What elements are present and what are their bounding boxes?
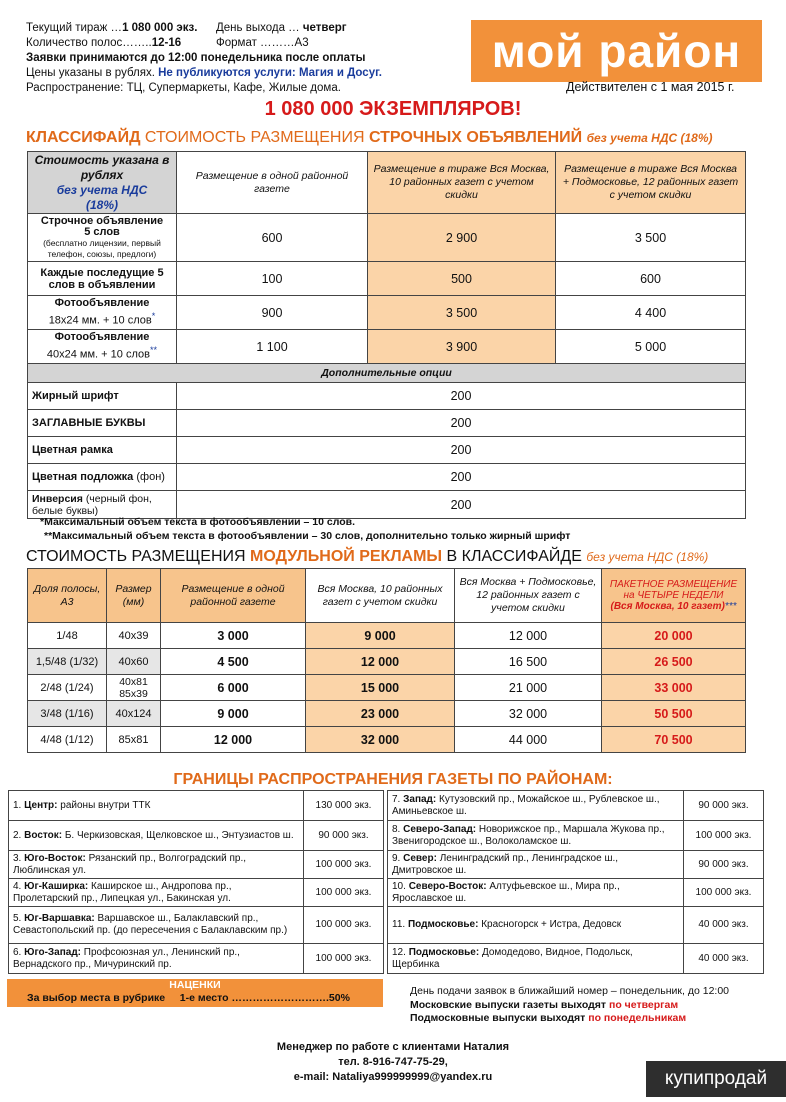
- table-row: 4/48 (1/12) 85х81 12 000 32 000 44 000 70 500: [28, 727, 746, 753]
- districts-title: ГРАНИЦЫ РАСПРОСТРАНЕНИЯ ГАЗЕТЫ ПО РАЙОНАМ:: [173, 771, 613, 788]
- table-row: 3. Юго-Восток: Рязанский пр., Волгоградский пр., Люблинская ул. 100 000 экз.: [9, 851, 384, 879]
- option-row: Инверсия (черный фон, белые буквы) 200: [28, 491, 746, 519]
- table-row: Фотообъявление 18х24 мм. + 10 слов* 900 3 500 4 400: [28, 296, 746, 330]
- districts-right-table: [387, 790, 764, 974]
- col-header-one-district: Размещение в одной районной газете: [177, 152, 368, 214]
- table-row: 1. Центр: районы внутри ТТК 130 000 экз.: [9, 791, 384, 821]
- footnote-1: *Максимальный объем текста в фотообъявлении – 10 слов.: [40, 516, 356, 528]
- table-row: 6. Юго-Запад: Профсоюзная ул., Ленинский пр., Вернадского пр., Мичуринский пр. 100 000 экз.: [9, 944, 384, 974]
- header-pages: Количество полос……..12-16: [26, 37, 182, 49]
- header-circulation: Текущий тираж …1 080 000 экз.: [26, 22, 198, 34]
- markup-title: НАЦЕНКИ: [169, 979, 221, 991]
- col-header-all-moscow: Вся Москва, 10 районных газет с учетом скидки: [306, 569, 455, 623]
- logo: мой район: [471, 20, 762, 82]
- table-row: 1,5/48 (1/32) 40х60 4 500 12 000 16 500 26 500: [28, 649, 746, 675]
- table-row: 1/48 40х39 3 000 9 000 12 000 20 000: [28, 623, 746, 649]
- table-row: 11. Подмосковье: Красногорск + Истра, Дедовск 40 000 экз.: [388, 907, 764, 944]
- col-header-size: Размер (мм): [107, 569, 161, 623]
- watermark: купипродай: [646, 1061, 786, 1097]
- classified-table: [27, 151, 746, 519]
- copies-banner: 1 080 000 ЭКЗЕМПЛЯРОВ!: [264, 98, 522, 120]
- col-header-one-district: Размещение в одной районной газете: [161, 569, 306, 623]
- options-title: Дополнительные опции: [28, 364, 746, 383]
- deadline-line-3: Подмосковные выпуски выходят по понедельникам: [410, 1012, 687, 1024]
- header-prices-note: Цены указаны в рублях. Не публикуются услуги: Магия и Досуг.: [26, 67, 382, 79]
- contact-phone: тел. 8-916-747-75-29,: [338, 1056, 448, 1068]
- option-row: Жирный шрифт 200: [28, 383, 746, 410]
- corner-cell: Стоимость указана в рублях без учета НДС (18%): [28, 152, 177, 214]
- contact-email[interactable]: e-mail: Nataliya999999999@yandex.ru: [293, 1071, 493, 1083]
- header-distribution: Распространение: ТЦ, Супермаркеты, Кафе, Жилые дома.: [26, 82, 341, 94]
- col-header-package: ПАКЕТНОЕ РАЗМЕЩЕНИЕ на ЧЕТЫРЕ НЕДЕЛИ (Вся Москва, 10 газет)***: [602, 569, 746, 623]
- table-row: 5. Юг-Варшавка: Варшавское ш., Балаклавский пр., Севастопольский пр. (до пересечения с Балаклавским пр.) 100 000 экз.: [9, 907, 384, 944]
- markup-box: [7, 979, 383, 1007]
- table-row: 3/48 (1/16) 40х124 9 000 23 000 32 000 50 500: [28, 701, 746, 727]
- table-row: 7. Запад: Кутузовский пр., Можайское ш., Рублевское ш., Аминьевское ш. 90 000 экз.: [388, 791, 764, 821]
- districts-left-table: [8, 790, 384, 974]
- option-row: Цветная рамка 200: [28, 437, 746, 464]
- modular-title: СТОИМОСТЬ РАЗМЕЩЕНИЯ МОДУЛЬНОЙ РЕКЛАМЫ В КЛАССИФАЙДЕ без учета НДС (18%): [26, 548, 709, 565]
- table-row: 12. Подмосковье: Домодедово, Видное, Подольск, Щербинка 40 000 экз.: [388, 944, 764, 974]
- col-header-moscow-region: Размещение в тираже Вся Москва + Подмосковье, 12 районных газет с учетом скидки: [556, 152, 746, 214]
- contact-manager: Менеджер по работе с клиентами Наталия: [276, 1041, 510, 1053]
- header-format: Формат ………А3: [216, 37, 309, 49]
- option-row: Цветная подложка (фон) 200: [28, 464, 746, 491]
- table-row: Фотообъявление 40х24 мм. + 10 слов** 1 100 3 900 5 000: [28, 330, 746, 364]
- table-row: Строчное объявление 5 слов (бесплатно лицензии, первый телефон, союзы, предлоги) 600 2 900 3 500: [28, 214, 746, 262]
- footnote-2: **Максимальный объем текста в фотообъявлении – 30 слов, дополнительно только жирный шрифт: [44, 530, 571, 542]
- table-row: Каждые последущие 5 слов в объявлении 100 500 600: [28, 262, 746, 296]
- table-row: 10. Северо-Восток: Алтуфьевское ш., Мира пр., Ярославское ш. 100 000 экз.: [388, 879, 764, 907]
- table-row: 8. Северо-Запад: Новорижское пр., Маршала Жукова пр., Звенигородское ш., Волоколамское ш. 100 000 экз.: [388, 821, 764, 851]
- col-header-moscow-region: Вся Москва + Подмосковье, 12 районных газет с учетом скидки: [455, 569, 602, 623]
- table-row: 4. Юг-Каширка: Каширское ш., Андропова пр., Пролетарский пр., Липецкая ул., Бакинская ул. 100 000 экз.: [9, 879, 384, 907]
- deadline-line-1: День подачи заявок в ближайший номер – понедельник, до 12:00: [410, 985, 730, 997]
- classified-title: КЛАССИФАЙД СТОИМОСТЬ РАЗМЕЩЕНИЯ СТРОЧНЫХ ОБЪЯВЛЕНИЙ без учета НДС (18%): [26, 129, 713, 146]
- header-release-day: День выхода … четверг: [216, 22, 347, 34]
- table-row: 2. Восток: Б. Черкизовская, Щелковское ш., Энтузиастов ш. 90 000 экз.: [9, 821, 384, 851]
- deadline-line-2: Московские выпуски газеты выходят по четвергам: [410, 999, 679, 1011]
- col-header-share: Доля полосы, А3: [28, 569, 107, 623]
- header-deadline: Заявки принимаются до 12:00 понедельника после оплаты: [26, 52, 366, 64]
- markup-line: За выбор места в рубрике 1-е место ……………………….50%: [27, 992, 350, 1004]
- table-row: 2/48 (1/24) 40х81 85х39 6 000 15 000 21 000 33 000: [28, 675, 746, 701]
- modular-table: [27, 568, 746, 753]
- valid-from: Действителен с 1 мая 2015 г.: [566, 80, 735, 94]
- option-row: ЗАГЛАВНЫЕ БУКВЫ 200: [28, 410, 746, 437]
- col-header-all-moscow: Размещение в тираже Вся Москва, 10 районных газет с учетом скидки: [368, 152, 556, 214]
- table-row: 9. Север: Ленинградский пр., Ленинградское ш., Дмитровское ш. 90 000 экз.: [388, 851, 764, 879]
